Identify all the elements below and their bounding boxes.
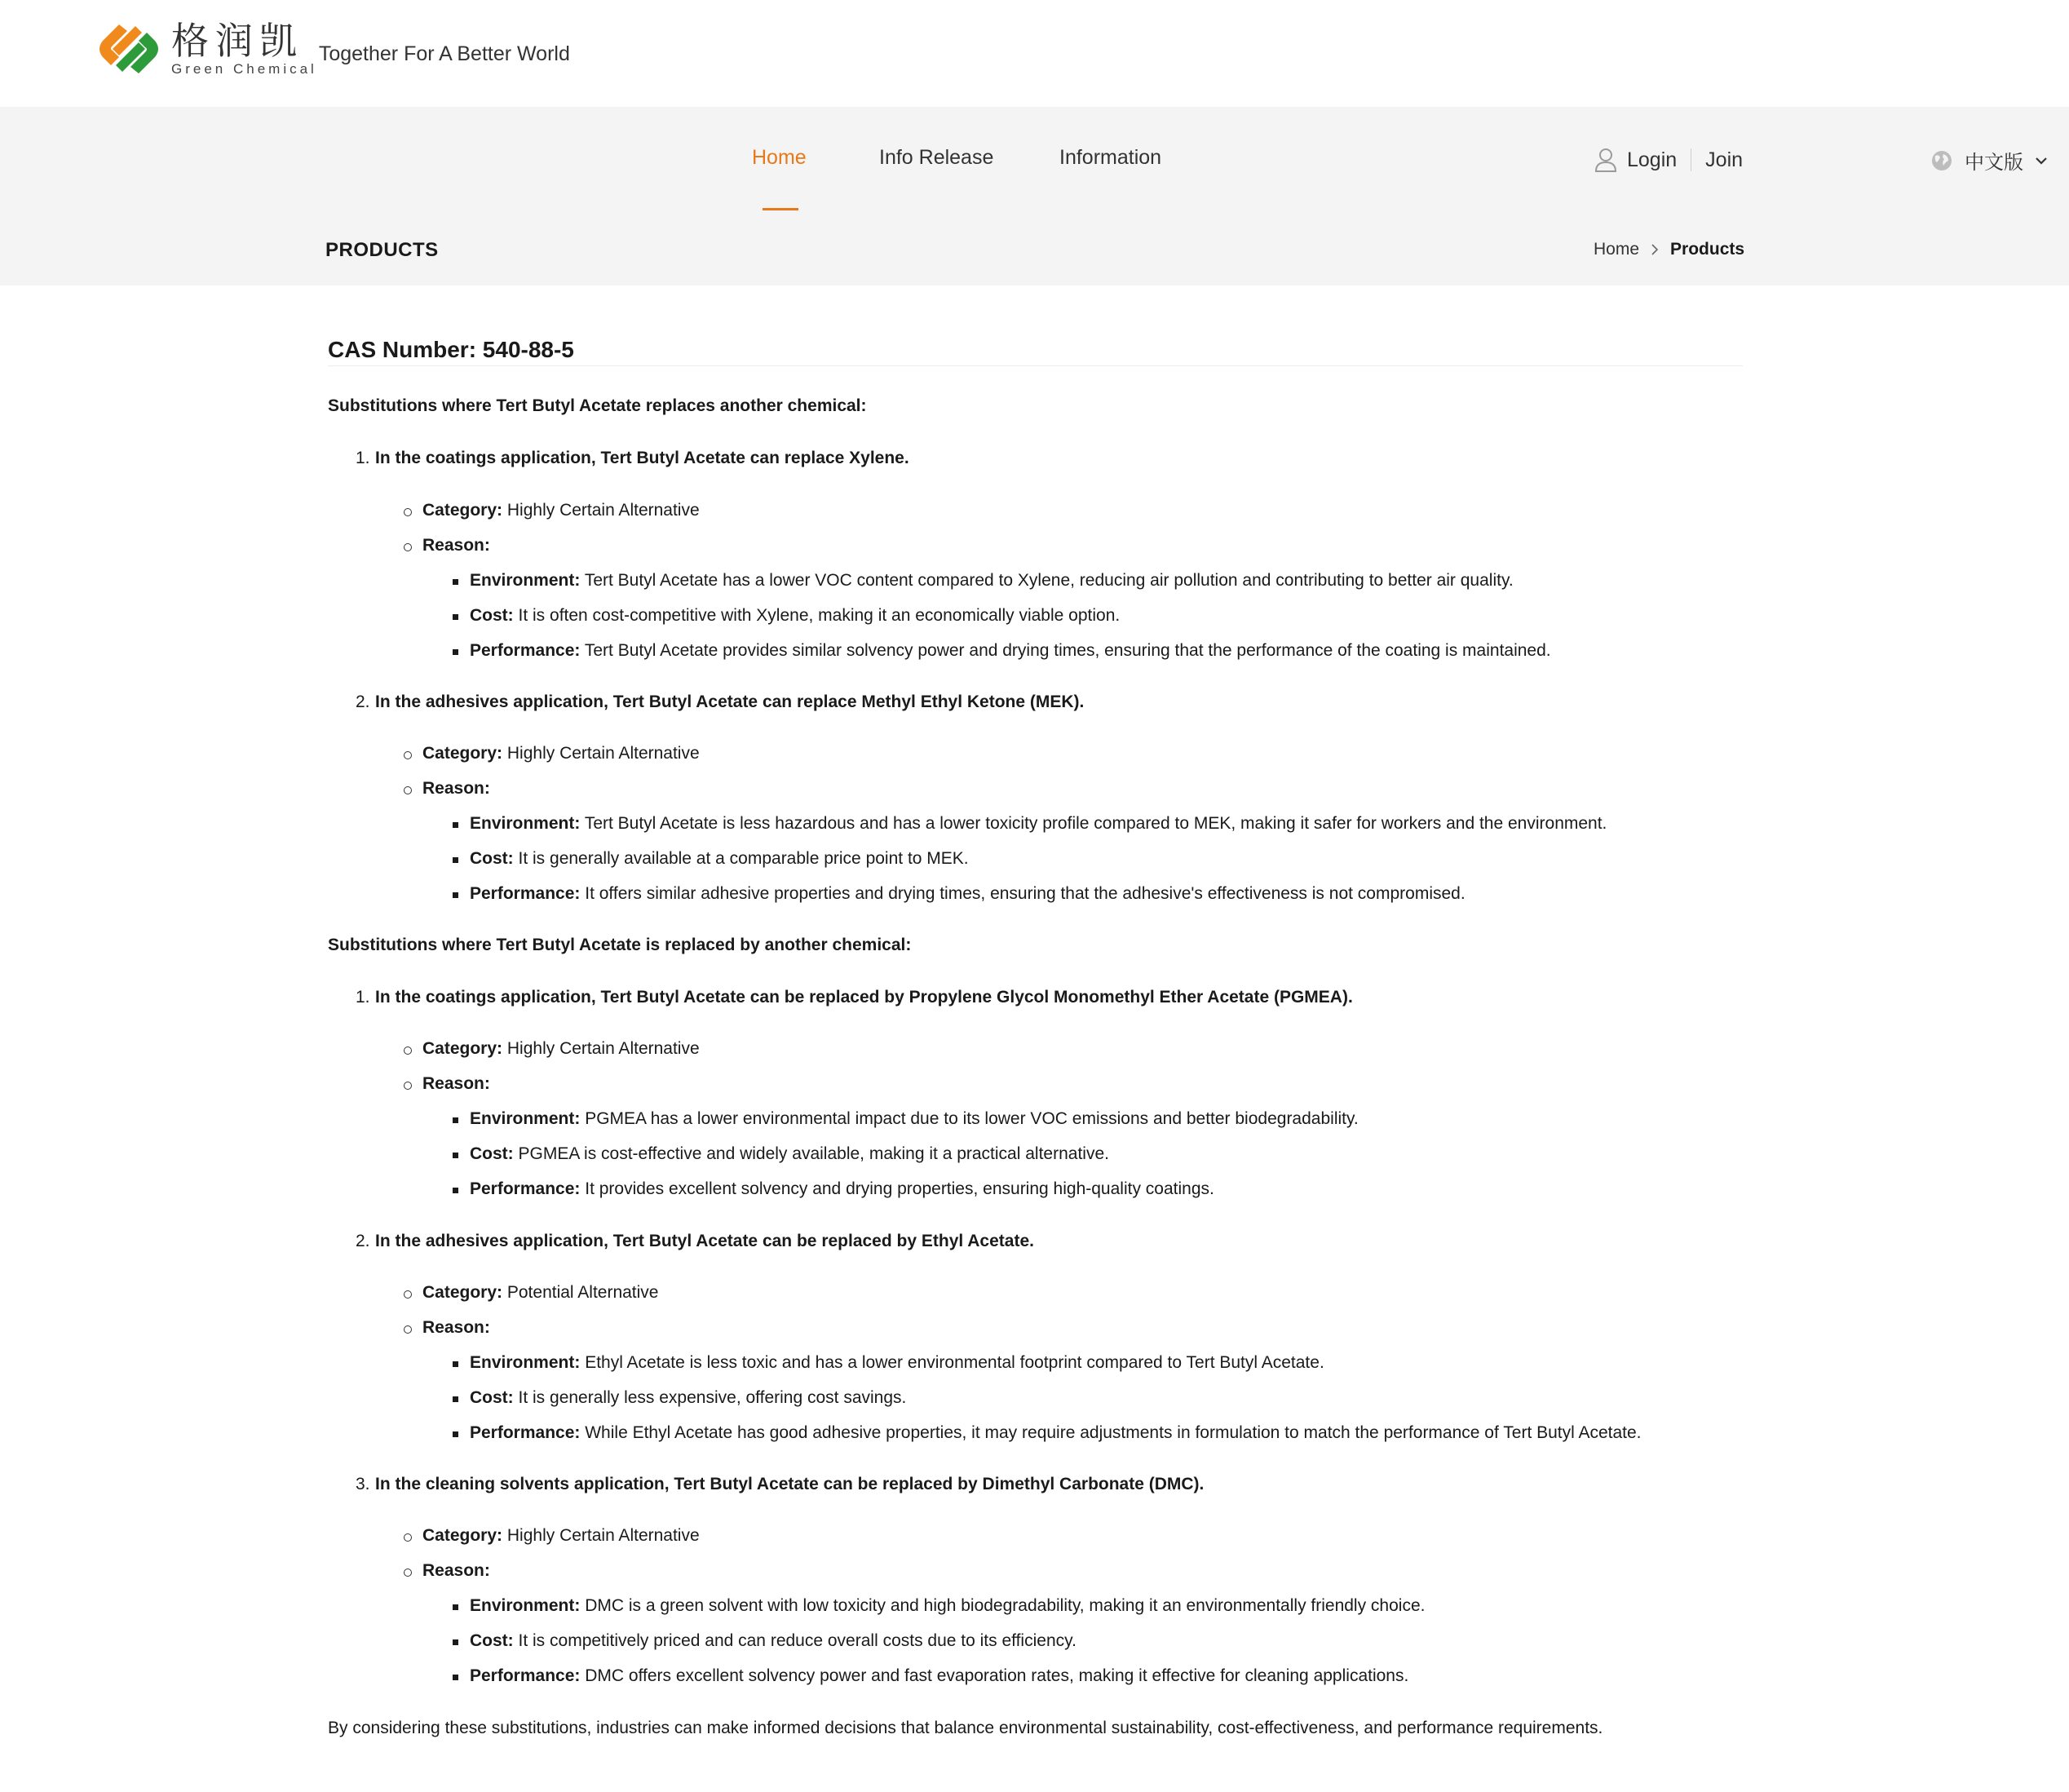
- cost-line: Cost: It is generally less expensive, offering cost savings.: [470, 1388, 907, 1407]
- cost-line: Cost: It is generally available at a comparable price point to MEK.: [470, 849, 969, 868]
- square-bullet-icon: [453, 857, 458, 863]
- join-link[interactable]: Join: [1705, 148, 1744, 171]
- environment-line: Environment: Tert Butyl Acetate has a lower VOC content compared to Xylene, reducing air pollution and contributing to better air quality.: [470, 571, 1514, 590]
- chevron-down-icon: [2035, 156, 2048, 166]
- square-bullet-icon: [453, 1361, 458, 1367]
- section-heading: Substitutions where Tert Butyl Acetate replaces another chemical:: [328, 396, 867, 415]
- cost-line: Cost: It is often cost-competitive with Xylene, making it an economically viable option.: [470, 606, 1121, 625]
- performance-line: Performance: It offers similar adhesive properties and drying times, ensuring that the adhesive's effectiveness is not compromised.: [470, 884, 1466, 903]
- reason-label: Reason:: [422, 536, 490, 555]
- square-bullet-icon: [453, 1188, 458, 1193]
- square-bullet-icon: [453, 649, 458, 655]
- item-number: 1.: [356, 449, 370, 467]
- item-number: 2.: [356, 692, 370, 711]
- breadcrumb-home[interactable]: Home: [1594, 240, 1640, 259]
- tagline: Together For A Better World: [318, 42, 570, 65]
- user-icon: [1594, 148, 1617, 172]
- auth-links: [1594, 148, 1743, 172]
- reason-label: Reason:: [422, 1561, 490, 1580]
- performance-line: Performance: DMC offers excellent solvency power and fast evaporation rates, making it effective for cleaning applications.: [470, 1666, 1409, 1685]
- nav-band: [0, 107, 2069, 285]
- article: [328, 333, 1743, 366]
- globe-icon: [1930, 149, 1953, 172]
- category-line: Category: Potential Alternative: [422, 1283, 659, 1302]
- logo-chinese-text: 格润凯: [171, 19, 303, 63]
- reason-label: Reason:: [422, 779, 490, 798]
- category-line: Category: Highly Certain Alternative: [422, 1526, 700, 1545]
- section-heading: Substitutions where Tert Butyl Acetate is replaced by another chemical:: [328, 936, 912, 954]
- circle-bullet-icon: [404, 1533, 412, 1542]
- nav-item-info-release[interactable]: Info Release: [879, 146, 994, 169]
- square-bullet-icon: [453, 892, 458, 898]
- login-link[interactable]: Login: [1627, 148, 1678, 171]
- circle-bullet-icon: [404, 508, 412, 516]
- category-line: Category: Highly Certain Alternative: [422, 501, 700, 520]
- active-nav-underline: [763, 208, 798, 210]
- environment-line: Environment: Tert Butyl Acetate is less hazardous and has a lower toxicity profile compared to MEK, making it safer for workers and the environment.: [470, 814, 1607, 833]
- item-title: In the coatings application, Tert Butyl Acetate can be replaced by Propylene Glycol Monomethyl Ether Acetate (PGMEA).: [375, 988, 1353, 1007]
- circle-bullet-icon: [404, 1082, 412, 1090]
- main-nav: [0, 146, 2069, 228]
- circle-bullet-icon: [404, 1569, 412, 1577]
- performance-line: Performance: It provides excellent solvency and drying properties, ensuring high-quality coatings.: [470, 1179, 1214, 1198]
- chevron-right-icon: [1651, 244, 1659, 255]
- square-bullet-icon: [453, 614, 458, 620]
- square-bullet-icon: [453, 1153, 458, 1158]
- item-title: In the adhesives application, Tert Butyl Acetate can be replaced by Ethyl Acetate.: [375, 1232, 1034, 1250]
- item-title: In the coatings application, Tert Butyl Acetate can replace Xylene.: [375, 449, 909, 467]
- item-title: In the adhesives application, Tert Butyl Acetate can replace Methyl Ethyl Ketone (MEK).: [375, 692, 1085, 711]
- square-bullet-icon: [453, 1639, 458, 1645]
- circle-bullet-icon: [404, 1325, 412, 1334]
- square-bullet-icon: [453, 1117, 458, 1123]
- circle-bullet-icon: [404, 786, 412, 794]
- environment-line: Environment: DMC is a green solvent with low toxicity and high biodegradability, making it an environmentally friendly choice.: [470, 1596, 1426, 1615]
- logo-english-text: Green Chemical: [171, 61, 317, 77]
- page-title: PRODUCTS: [325, 239, 439, 261]
- circle-bullet-icon: [404, 543, 412, 551]
- reason-label: Reason:: [422, 1074, 490, 1093]
- square-bullet-icon: [453, 822, 458, 828]
- performance-line: Performance: Tert Butyl Acetate provides similar solvency power and drying times, ensuring that the performance of the coating is maintained.: [470, 641, 1551, 660]
- breadcrumb: [1594, 240, 1744, 259]
- square-bullet-icon: [453, 579, 458, 585]
- cost-line: Cost: PGMEA is cost-effective and widely available, making it a practical alternative.: [470, 1144, 1109, 1163]
- square-bullet-icon: [453, 1675, 458, 1680]
- square-bullet-icon: [453, 1604, 458, 1610]
- square-bullet-icon: [453, 1396, 458, 1402]
- item-number: 1.: [356, 988, 370, 1007]
- category-line: Category: Highly Certain Alternative: [422, 1039, 700, 1058]
- top-header: [0, 0, 2069, 107]
- environment-line: Environment: Ethyl Acetate is less toxic and has a lower environmental footprint compared to Tert Butyl Acetate.: [470, 1353, 1324, 1372]
- circle-bullet-icon: [404, 1290, 412, 1299]
- item-number: 2.: [356, 1232, 370, 1250]
- square-bullet-icon: [453, 1431, 458, 1437]
- performance-line: Performance: While Ethyl Acetate has good adhesive properties, it may require adjustments in formulation to match the performance of Tert Butyl Acetate.: [470, 1423, 1642, 1442]
- language-label: 中文版: [1965, 151, 2023, 174]
- cas-number-heading: CAS Number: 540-88-5: [328, 333, 1743, 366]
- breadcrumb-current: Products: [1670, 240, 1745, 259]
- category-line: Category: Highly Certain Alternative: [422, 744, 700, 763]
- item-title: In the cleaning solvents application, Tert Butyl Acetate can be replaced by Dimethyl Carbonate (DMC).: [375, 1475, 1205, 1493]
- environment-line: Environment: PGMEA has a lower environmental impact due to its lower VOC emissions and better biodegradability.: [470, 1109, 1359, 1128]
- logo-mark-icon: [91, 18, 166, 80]
- nav-item-home[interactable]: Home: [752, 146, 807, 169]
- reason-label: Reason:: [422, 1318, 490, 1337]
- circle-bullet-icon: [404, 751, 412, 759]
- item-number: 3.: [356, 1475, 370, 1493]
- cost-line: Cost: It is competitively priced and can reduce overall costs due to its efficiency.: [470, 1631, 1076, 1650]
- logo[interactable]: [91, 18, 570, 83]
- conclusion-paragraph: By considering these substitutions, industries can make informed decisions that balance environmental sustainability, cost-effectiveness, and performance requirements.: [328, 1719, 1603, 1737]
- circle-bullet-icon: [404, 1046, 412, 1055]
- nav-item-information[interactable]: Information: [1059, 146, 1162, 169]
- language-switcher[interactable]: [1930, 146, 2048, 175]
